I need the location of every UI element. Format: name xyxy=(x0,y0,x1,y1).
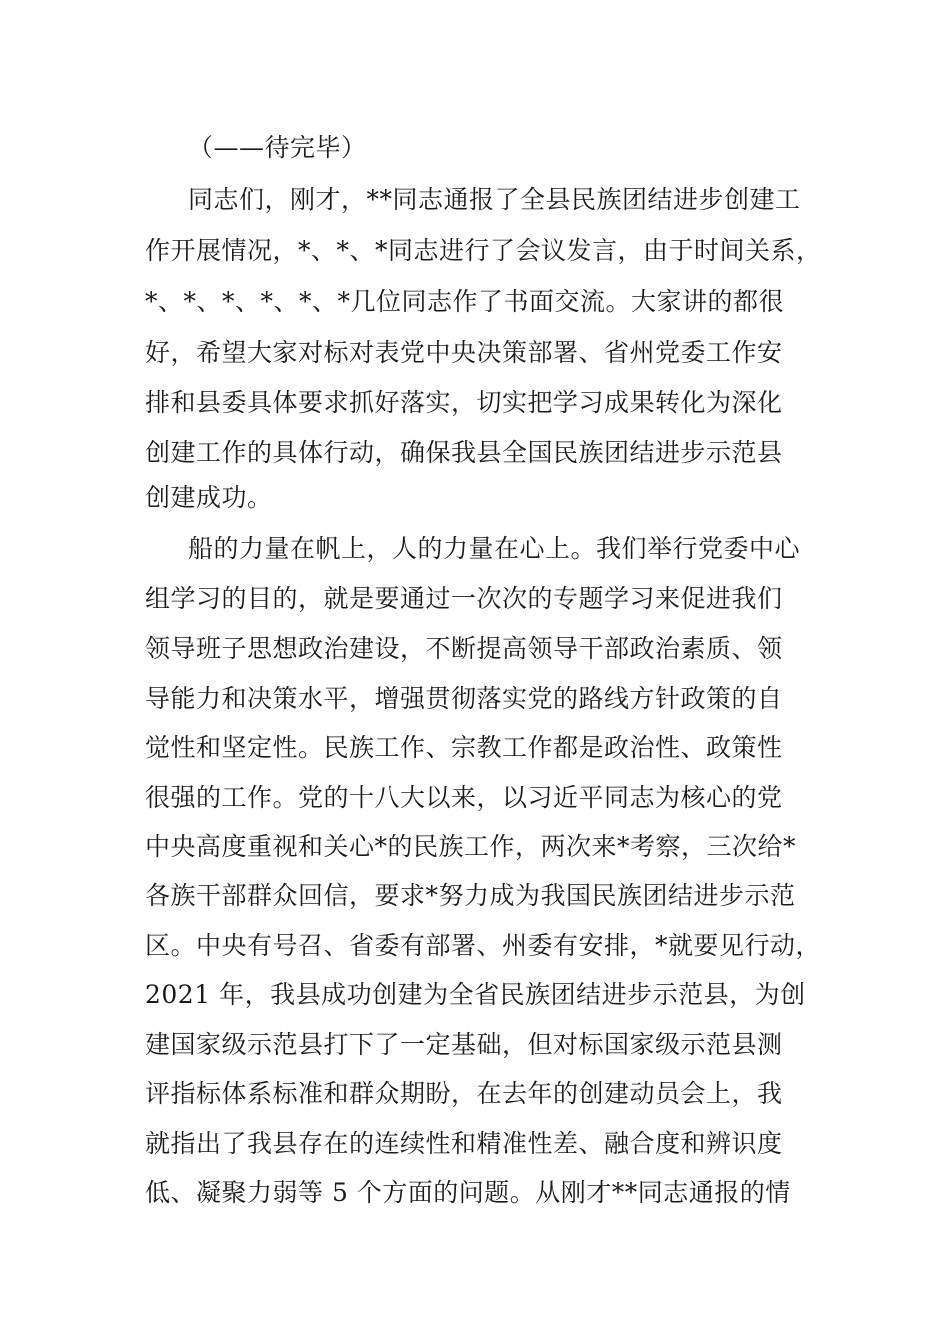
paragraph-2-line-9: 区。中央有号召、省委有部署、州委有安排，*就要见行动， xyxy=(145,931,822,960)
paragraph-2-line-11: 建国家级示范县打下了一定基础，但对标国家级示范县测 xyxy=(145,1030,783,1059)
paragraph-1-line-2: 作开展情况，*、*、*同志进行了会议发言，由于时间关系， xyxy=(145,236,822,265)
paragraph-2-line-8: 各族干部群众回信，要求*努力成为我国民族团结进步示范 xyxy=(145,881,796,910)
paragraph-1-line-4: 好，希望大家对标对表党中央决策部署、省州党委工作安 xyxy=(145,338,783,367)
paragraph-2-line-7: 中央高度重视和关心*的民族工作，两次来*考察，三次给* xyxy=(145,832,797,861)
paragraph-1-line-7: 创建成功。 xyxy=(145,483,273,512)
paragraph-1-line-5: 排和县委具体要求抓好落实，切实把学习成果转化为深化 xyxy=(145,388,783,417)
paragraph-1-line-3: *、*、*、*、*、*几位同志作了书面交流。大家讲的都很 xyxy=(145,287,785,316)
paragraph-2-line-14: 低、凝聚力弱等 5 个方面的问题。从刚才**同志通报的情 xyxy=(145,1178,791,1207)
paragraph-2-line-4: 导能力和决策水平，增强贯彻落实党的路线方针政策的自 xyxy=(145,684,783,713)
paragraph-1-line-6: 创建工作的具体行动，确保我县全国民族团结进步示范县 xyxy=(145,438,783,467)
paragraph-2-line-5: 觉性和坚定性。民族工作、宗教工作都是政治性、政策性 xyxy=(145,733,783,762)
completion-note: （——待完毕） xyxy=(188,133,367,162)
paragraph-1-line-1: 同志们，刚才，**同志通报了全县民族团结进步创建工 xyxy=(188,185,801,214)
paragraph-2-line-6: 很强的工作。党的十八大以来，以习近平同志为核心的党 xyxy=(145,783,783,812)
paragraph-2-line-1: 船的力量在帆上，人的力量在心上。我们举行党委中心 xyxy=(188,534,801,563)
paragraph-2-line-12: 评指标体系标准和群众期盼，在去年的创建动员会上，我 xyxy=(145,1079,783,1108)
paragraph-2-line-3: 领导班子思想政治建设，不断提高领导干部政治素质、领 xyxy=(145,634,783,663)
paragraph-2-line-13: 就指出了我县存在的连续性和精准性差、融合度和辨识度 xyxy=(145,1129,783,1158)
paragraph-2-line-2: 组学习的目的，就是要通过一次次的专题学习来促进我们 xyxy=(145,584,783,613)
paragraph-2-line-10: 2021 年，我县成功创建为全省民族团结进步示范县，为创 xyxy=(145,980,806,1009)
